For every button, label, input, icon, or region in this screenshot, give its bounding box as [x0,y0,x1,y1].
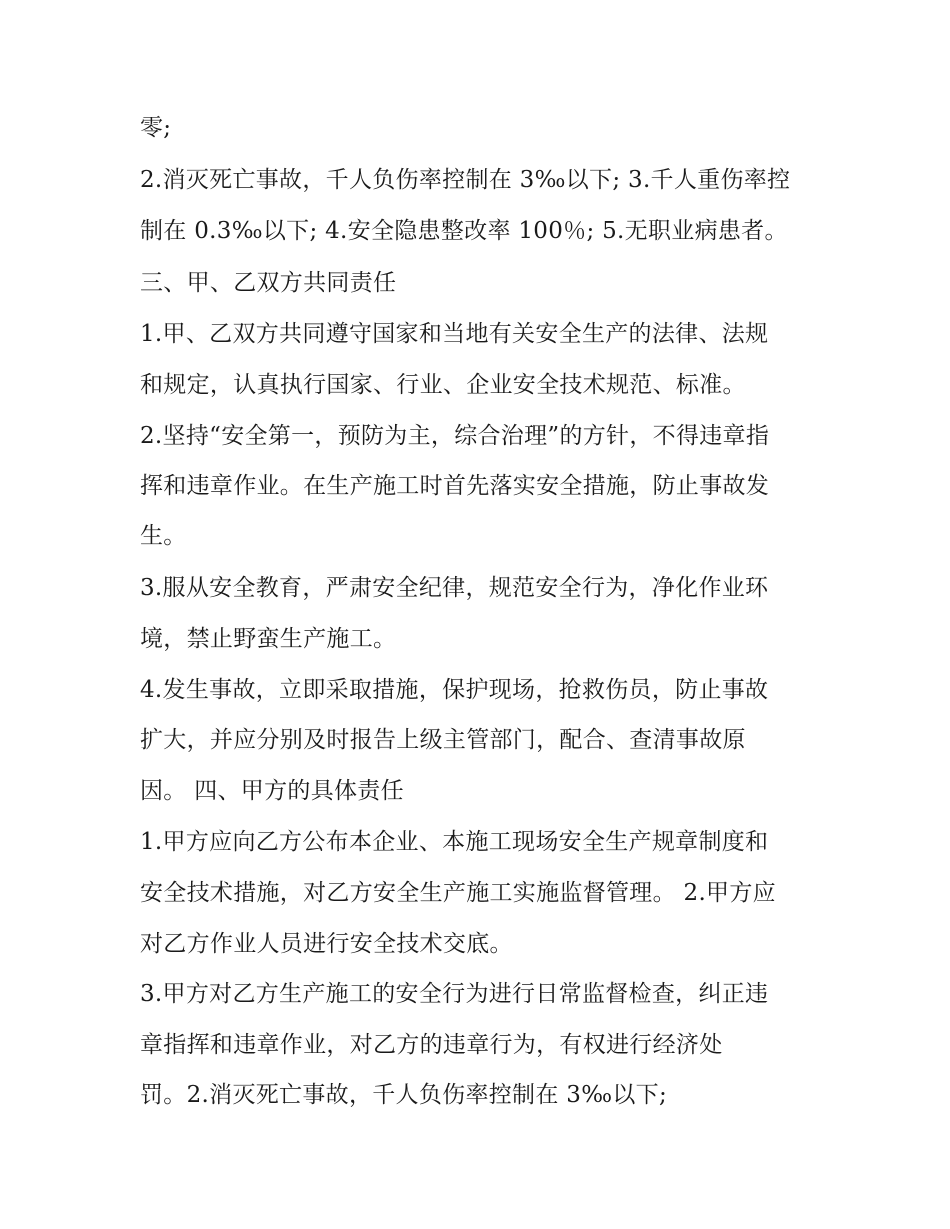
text-line-11: 境，禁止野蛮生产施工。 [140,626,397,652]
text-line-7: 2.坚持“安全第一，预防为主，综合治理”的方针，不得违章指 [140,423,770,449]
text-line-19: 章指挥和违章作业，对乙方的违章行为，有权进行经济处 [140,1032,723,1058]
text-line-17: 对乙方作业人员进行安全技术交底。 [140,931,513,957]
text-line-2: 2.消灭死亡事故，千人负伤率控制在 3‰以下; 3.千人重伤率控 [140,167,791,193]
text-line-5: 1.甲、乙双方共同遵守国家和当地有关安全生产的法律、法规 [140,321,769,347]
text-line-13: 扩大，并应分别及时报告上级主管部门，配合、查清事故原 [140,727,746,753]
text-line-10: 3.服从安全教育，严肃安全纪律，规范安全行为，净化作业环 [140,575,769,601]
text-line-20: 罚。2.消灭死亡事故，千人负伤率控制在 3‰以下; [140,1082,667,1108]
text-line-6: 和规定，认真执行国家、行业、企业安全技术规范、标准。 [140,372,746,398]
text-line-18: 3.甲方对乙方生产施工的安全行为进行日常监督检查，纠正违 [140,981,769,1007]
text-line-14: 因。 四、甲方的具体责任 [140,778,404,804]
text-line-1: 零; [140,115,172,141]
text-line-16: 安全技术措施，对乙方安全生产施工实施监督管理。 2.甲方应 [140,880,776,906]
text-line-3: 制在 0.3‰以下; 4.安全隐患整改率 100％; 5.无职业病患者。 [140,218,788,244]
text-line-9: 生。 [140,523,187,549]
section-heading-3: 三、甲、乙双方共同责任 [140,270,397,296]
text-line-8: 挥和违章作业。在生产施工时首先落实安全措施，防止事故发 [140,473,770,499]
text-line-12: 4.发生事故，立即采取措施，保护现场，抢救伤员，防止事故 [140,677,769,703]
text-line-15: 1.甲方应向乙方公布本企业、本施工现场安全生产规章制度和 [140,829,769,855]
